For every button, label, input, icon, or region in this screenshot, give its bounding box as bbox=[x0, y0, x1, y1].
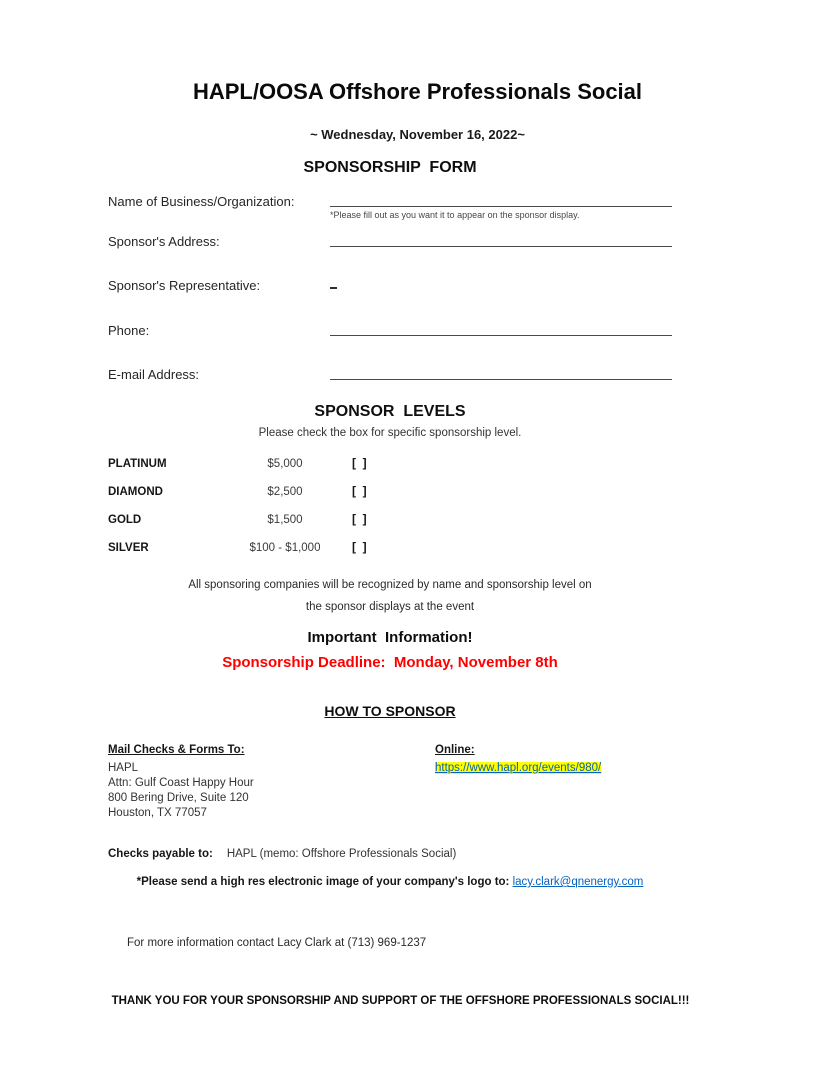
level-price: $100 - $1,000 bbox=[249, 542, 321, 554]
sponsor-representative-label: Sponsor's Representative: bbox=[108, 278, 261, 293]
level-row-diamond bbox=[108, 484, 672, 498]
mail-address-line: Houston, TX 77057 bbox=[108, 807, 207, 819]
field-sponsor-representative bbox=[108, 276, 672, 294]
online-column bbox=[435, 740, 672, 821]
platinum-checkbox[interactable]: [ ] bbox=[352, 456, 367, 470]
checks-payable-value: HAPL (memo: Offshore Professionals Social) bbox=[226, 848, 457, 860]
page-title: HAPL/OOSA Offshore Professionals Social bbox=[192, 79, 643, 104]
business-name-field bbox=[330, 192, 672, 220]
checks-payable-row bbox=[108, 848, 672, 860]
important-information-heading: Important Information! bbox=[307, 629, 473, 646]
level-price: $2,500 bbox=[267, 486, 303, 498]
level-row-gold bbox=[108, 512, 672, 526]
sponsor-methods bbox=[108, 740, 672, 821]
form-fields bbox=[108, 192, 672, 382]
field-sponsor-address bbox=[108, 232, 672, 249]
mail-address-line: HAPL bbox=[108, 762, 139, 774]
sponsor-address-label: Sponsor's Address: bbox=[108, 234, 220, 249]
phone-input-line[interactable] bbox=[330, 321, 672, 336]
form-content bbox=[108, 159, 672, 949]
email-input-line[interactable] bbox=[330, 365, 672, 380]
level-name: SILVER bbox=[108, 542, 149, 554]
logo-email-link[interactable]: lacy.clark@qnenergy.com bbox=[512, 876, 644, 888]
sponsor-representative-field bbox=[330, 276, 672, 294]
sponsorship-deadline: Sponsorship Deadline: Monday, November 8th bbox=[222, 654, 558, 671]
sponsor-online-link[interactable]: https://www.hapl.org/events/980/ bbox=[435, 762, 602, 774]
field-email bbox=[108, 365, 672, 382]
mail-address-block bbox=[108, 761, 435, 821]
level-name: DIAMOND bbox=[108, 486, 163, 498]
sponsor-levels-instruction: Please check the box for specific sponsorship level. bbox=[258, 427, 522, 439]
recognition-line-1: All sponsoring companies will be recognized by name and sponsorship level on bbox=[188, 579, 592, 591]
sponsor-address-field bbox=[330, 232, 672, 247]
business-name-note: *Please fill out as you want it to appear on the sponsor display. bbox=[330, 210, 580, 220]
level-row-silver bbox=[108, 540, 672, 554]
level-name: PLATINUM bbox=[108, 458, 167, 470]
sponsor-representative-input-mark[interactable] bbox=[330, 276, 337, 289]
field-phone bbox=[108, 321, 672, 338]
email-field bbox=[330, 365, 672, 380]
business-name-label: Name of Business/Organization: bbox=[108, 194, 295, 209]
sponsor-levels-heading: SPONSOR LEVELS bbox=[314, 403, 466, 420]
mail-checks-heading: Mail Checks & Forms To: bbox=[108, 744, 245, 756]
how-to-sponsor-heading: HOW TO SPONSOR bbox=[324, 703, 456, 719]
sponsor-levels-list bbox=[108, 456, 672, 554]
mail-address-line: 800 Bering Drive, Suite 120 bbox=[108, 792, 249, 804]
sponsor-address-input-line[interactable] bbox=[330, 232, 672, 247]
checks-payable-label: Checks payable to: bbox=[108, 848, 213, 860]
event-date: ~ Wednesday, November 16, 2022~ bbox=[310, 127, 525, 142]
recognition-text bbox=[108, 574, 672, 618]
business-name-input-line[interactable] bbox=[330, 192, 672, 207]
level-name: GOLD bbox=[108, 514, 142, 526]
field-business-name bbox=[108, 192, 672, 220]
level-row-platinum bbox=[108, 456, 672, 470]
mail-column bbox=[108, 740, 435, 821]
level-price: $1,500 bbox=[267, 514, 303, 526]
logo-note-text: *Please send a high res electronic image of your company's logo to: bbox=[136, 876, 513, 888]
level-price: $5,000 bbox=[267, 458, 303, 470]
diamond-checkbox[interactable]: [ ] bbox=[352, 484, 367, 498]
phone-field bbox=[330, 321, 672, 336]
logo-submission-note bbox=[108, 876, 672, 888]
gold-checkbox[interactable]: [ ] bbox=[352, 512, 367, 526]
phone-label: Phone: bbox=[108, 323, 150, 338]
contact-info: For more information contact Lacy Clark at (713) 969-1237 bbox=[127, 937, 427, 949]
recognition-line-2: the sponsor displays at the event bbox=[305, 601, 475, 613]
online-heading: Online: bbox=[435, 744, 475, 756]
mail-address-line: Attn: Gulf Coast Happy Hour bbox=[108, 777, 254, 789]
silver-checkbox[interactable]: [ ] bbox=[352, 540, 367, 554]
sponsorship-form-heading: SPONSORSHIP FORM bbox=[303, 159, 477, 176]
thank-you-message: THANK YOU FOR YOUR SPONSORSHIP AND SUPPORT OF THE OFFSHORE PROFESSIONALS SOCIAL!!! bbox=[111, 995, 690, 1007]
email-label: E-mail Address: bbox=[108, 367, 200, 382]
